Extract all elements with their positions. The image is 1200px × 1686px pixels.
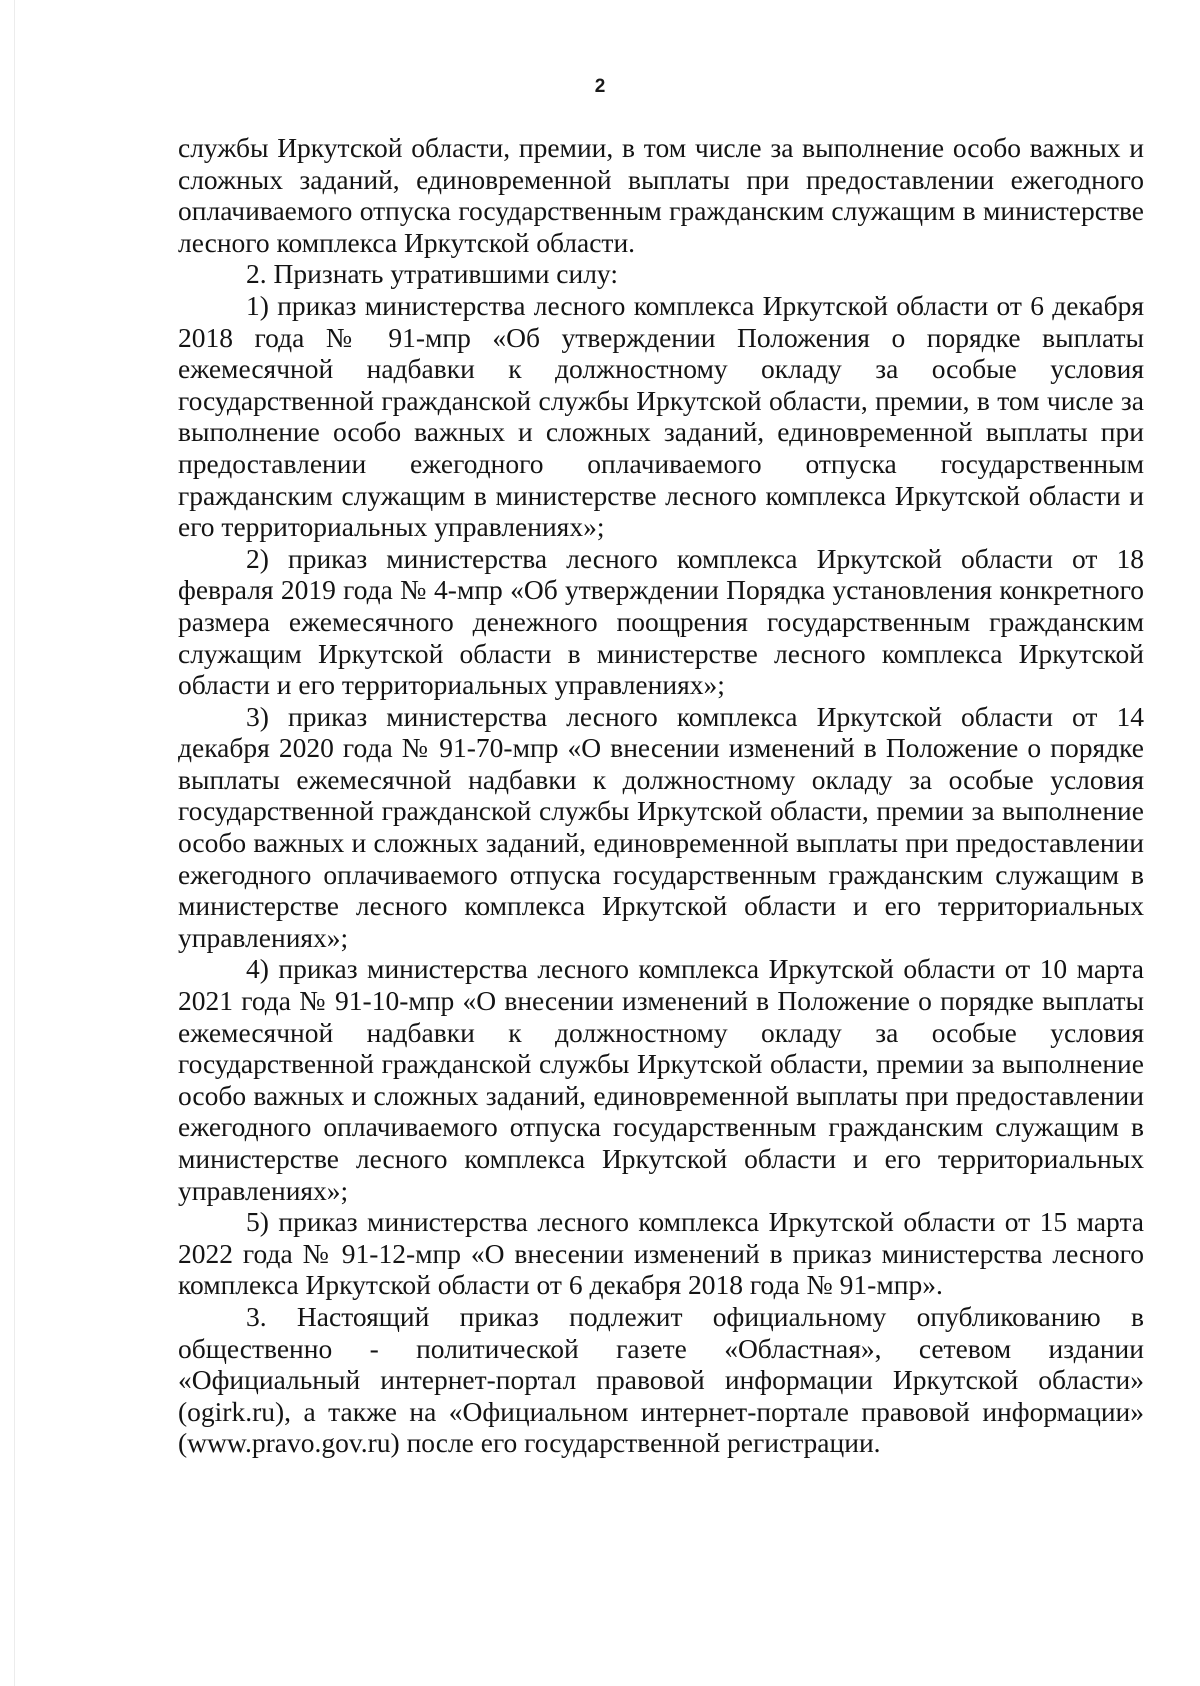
paragraph-continuation: службы Иркутской области, премии, в том числе за выполнение особо важных и сложных заданий, единовременной выплаты при предоставлении ежегодного оплачиваемого отпуска государственным гражданским служащим в министерстве лесного комплекса Иркутской области. [178, 132, 1144, 258]
paragraph-subitem-1: 1) приказ министерства лесного комплекса Иркутской области от 6 декабря 2018 года № 91-мпр «Об утверждении Положения о порядке выплаты ежемесячной надбавки к должностному окладу за особые условия государственной гражданской службы Иркутской области, премии, в том числе за выполнение особо важных и сложных заданий, единовременной выплаты при предоставлении ежегодного оплачиваемого отпуска государственным гражданским служащим в министерстве лесного комплекса Иркутской области и его территориальных управлениях»; [178, 289, 1144, 543]
document-body [178, 132, 1144, 1459]
paragraph-subitem-4: 4) приказ министерства лесного комплекса Иркутской области от 10 марта 2021 года № 91-10-мпр «О внесении изменений в Положение о порядке выплаты ежемесячной надбавки к должностному окладу за особые условия государственной гражданской службы Иркутской области, премии за выполнение особо важных и сложных заданий, единовременной выплаты при предоставлении ежегодного оплачиваемого отпуска государственным гражданским служащим в министерстве лесного комплекса Иркутской области и его территориальных управлениях»; [178, 953, 1144, 1206]
paragraph-subitem-5: 5) приказ министерства лесного комплекса Иркутской области от 15 марта 2022 года № 91-12-мпр «О внесении изменений в приказ министерства лесного комплекса Иркутской области от 6 декабря 2018 года № 91-мпр». [178, 1206, 1144, 1301]
paragraph-subitem-3: 3) приказ министерства лесного комплекса Иркутской области от 14 декабря 2020 года № 91-70-мпр «О внесении изменений в Положение о порядке выплаты ежемесячной надбавки к должностному окладу за особые условия государственной гражданской службы Иркутской области, премии за выполнение особо важных и сложных заданий, единовременной выплаты при предоставлении ежегодного оплачиваемого отпуска государственным гражданским служащим в министерстве лесного комплекса Иркутской области и его территориальных управлениях»; [178, 700, 1144, 953]
paragraph-subitem-2: 2) приказ министерства лесного комплекса Иркутской области от 18 февраля 2019 года № 4-мпр «Об утверждении Порядка установления конкретного размера ежемесячного денежного поощрения государственным гражданским служащим Иркутской области в министерстве лесного комплекса Иркутской области и его территориальных управлениях»; [178, 542, 1144, 701]
paragraph-item-3: 3. Настоящий приказ подлежит официальному опубликованию в общественно - политической газете «Областная», сетевом издании «Официальный интернет-портал правовой информации Иркутской области» (ogirk.ru), а также на «Официальном интернет-портале правовой информации» (www.pravo.gov.ru) после его государственной регистрации. [178, 1300, 1144, 1459]
page-number: 2 [594, 76, 606, 97]
page-edge [14, 0, 15, 1686]
paragraph-item-2: 2. Признать утратившими силу: [246, 258, 618, 290]
